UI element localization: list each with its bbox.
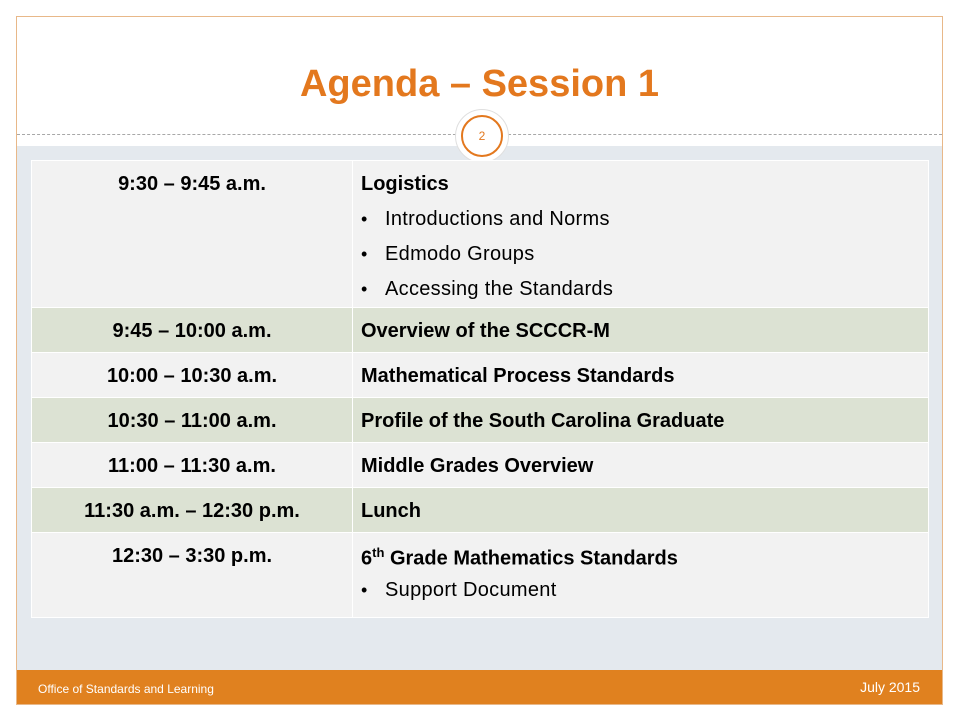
time-cell	[32, 353, 353, 398]
agenda-row	[32, 353, 929, 398]
time-cell	[32, 533, 353, 618]
item-cell	[353, 308, 929, 353]
item-cell	[353, 443, 929, 488]
item-title: Logistics	[361, 173, 449, 195]
agenda-row	[32, 533, 929, 618]
title-superscript: th	[372, 545, 385, 560]
bullet-item: • Introductions and Norms	[361, 202, 928, 237]
item-cell	[353, 488, 929, 533]
item-cell	[353, 533, 929, 618]
bullet-item: • Accessing the Standards	[361, 272, 928, 307]
footer-office-name: Office of Standards and Learning	[38, 682, 214, 696]
item-title	[361, 545, 928, 571]
time-label: 10:00 – 10:30 a.m.	[106, 365, 278, 387]
footer-bar	[17, 670, 942, 704]
agenda-row	[32, 308, 929, 353]
title-text: Grade Mathematics Standards	[384, 547, 678, 570]
item-title: Mathematical Process Standards	[361, 365, 675, 387]
agenda-row	[32, 488, 929, 533]
time-label: 11:00 – 11:30 a.m.	[108, 455, 276, 477]
page-number-badge	[455, 109, 509, 163]
slide-title: Agenda – Session 1	[299, 63, 659, 105]
time-cell	[32, 308, 353, 353]
time-label: 11:30 a.m. – 12:30 p.m.	[84, 500, 300, 522]
item-title: Overview of the SCCCR-M	[361, 320, 610, 342]
agenda-row	[32, 443, 929, 488]
item-cell	[353, 398, 929, 443]
time-label: 12:30 – 3:30 p.m.	[111, 545, 273, 567]
bullet-item: • Edmodo Groups	[361, 237, 928, 272]
footer-date: July 2015	[860, 679, 920, 695]
agenda-row	[32, 161, 929, 308]
time-label: 10:30 – 11:00 a.m.	[107, 410, 277, 432]
time-label: 9:30 – 9:45 a.m.	[118, 173, 266, 195]
page-number: 2	[461, 115, 503, 157]
item-cell	[353, 161, 929, 308]
agenda-row	[32, 398, 929, 443]
bullet-list	[361, 202, 928, 307]
title-prefix: 6	[361, 547, 373, 570]
agenda-table	[31, 160, 929, 618]
bullet-item: • Support Document	[361, 573, 928, 608]
item-cell	[353, 353, 929, 398]
time-cell	[32, 398, 353, 443]
time-label: 9:45 – 10:00 a.m.	[112, 320, 272, 342]
item-title: Lunch	[361, 500, 421, 522]
time-cell	[32, 443, 353, 488]
item-title: Profile of the South Carolina Graduate	[361, 410, 725, 432]
time-cell	[32, 161, 353, 308]
item-title: Middle Grades Overview	[361, 455, 594, 477]
time-cell	[32, 488, 353, 533]
bullet-list	[361, 573, 928, 608]
